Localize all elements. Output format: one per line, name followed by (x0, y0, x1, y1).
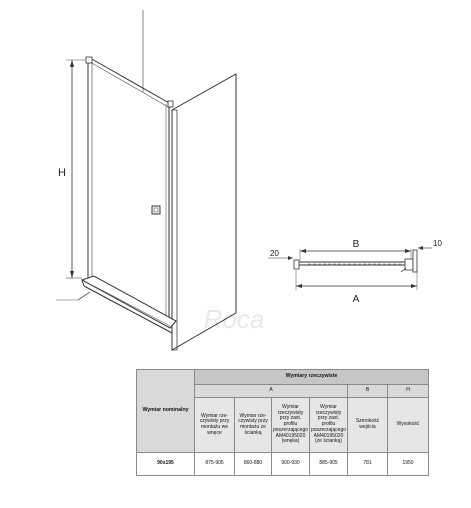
value-cell-a-profile-wall: 885-905 (310, 453, 348, 476)
plan-view (294, 250, 417, 272)
table-row (137, 453, 429, 476)
height-label: H (58, 167, 66, 179)
subheader-entry-width: Szerokość wejścia (348, 398, 388, 453)
actual-header: Wymiary rzeczywiste (195, 370, 429, 385)
shower-door (82, 57, 176, 333)
dimension-10 (418, 246, 432, 250)
subheader-profile-wall: Wymiar rzeczywisty przy zast. profilu poszerzającego AM40195020 (ze ścianką) (310, 398, 348, 453)
dimension-20-label: 20 (270, 249, 279, 258)
value-cell-a-niche: 875-905 (195, 453, 235, 476)
group-b-header: B (348, 385, 388, 398)
nominal-header: Wymiar nominalny (137, 370, 195, 453)
height-dimension (66, 60, 86, 278)
value-cell-b: 781 (348, 453, 388, 476)
group-a-header: A (195, 385, 348, 398)
dimension-b (300, 249, 411, 260)
dimensions-table (136, 369, 429, 476)
subheader-wall: Wymiar rze-czywisty przy montażu ze ścianką (235, 398, 272, 453)
dimension-a-label: A (352, 294, 360, 305)
group-h-header: H (388, 385, 429, 398)
dimension-a (296, 270, 417, 290)
value-cell-a-profile-niche: 900-930 (272, 453, 310, 476)
value-cell-h: 1950 (388, 453, 429, 476)
nominal-cell: 90x195 (137, 453, 195, 476)
dimension-b-label: B (352, 239, 360, 250)
subheader-height: Wysokość (388, 398, 429, 453)
dimension-10-label: 10 (433, 239, 442, 248)
value-cell-a-wall: 860-880 (235, 453, 272, 476)
subheader-niche: Wymiar rze-czywisty przy montażu we wnęce (195, 398, 235, 453)
subheader-profile-niche: Wymiar rzeczywisty przy zast. profilu poszerzającego AM40195020 (wnęka) (272, 398, 310, 453)
watermark-text: Roca (203, 304, 265, 334)
